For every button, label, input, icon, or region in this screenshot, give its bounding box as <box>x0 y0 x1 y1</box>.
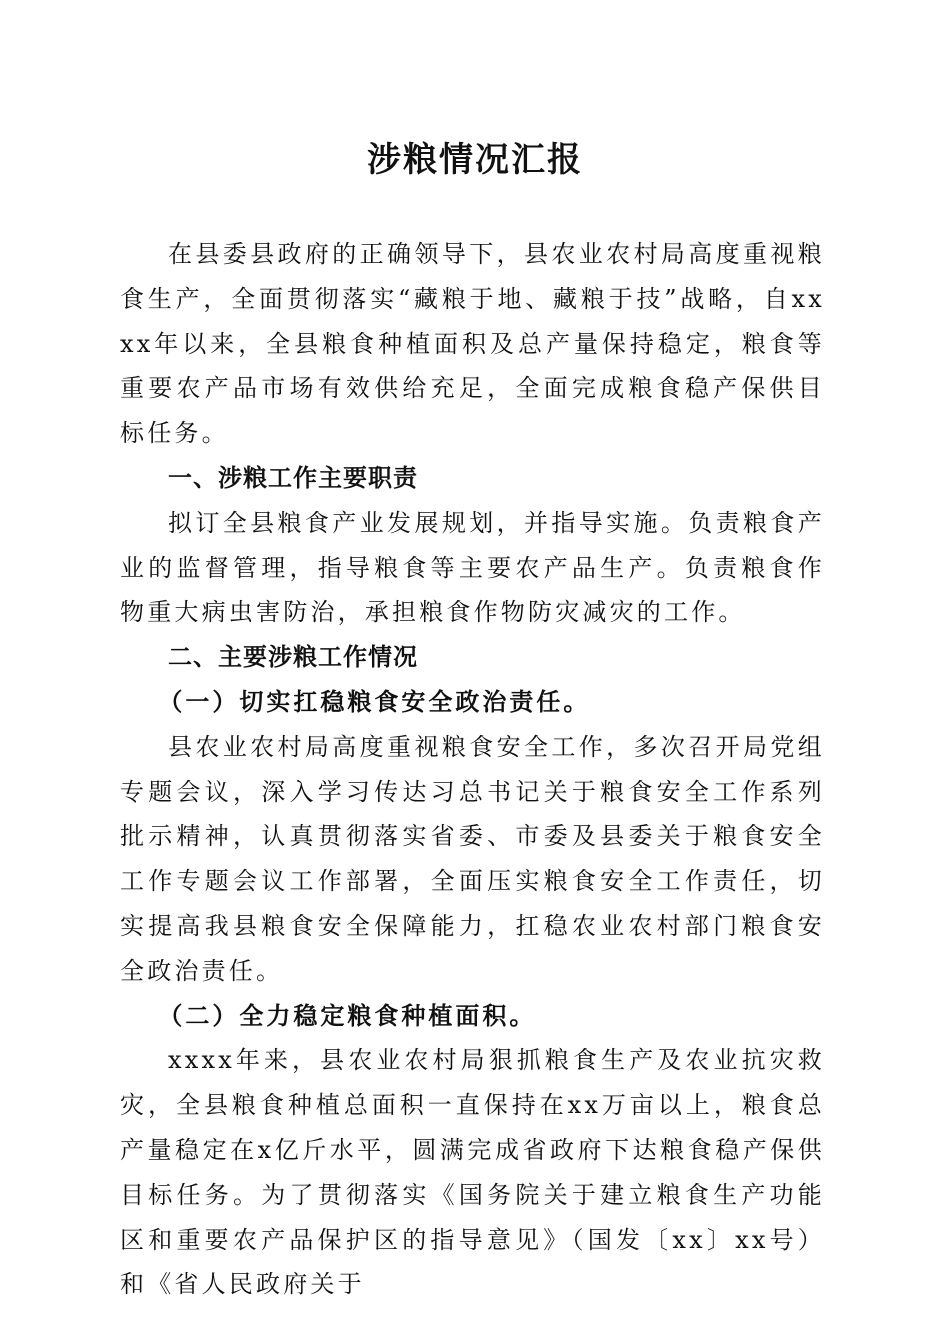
subsection-heading-responsibility: （一）切实扛稳粮食安全政治责任。 <box>158 686 591 716</box>
duties-paragraph: 拟订全县粮食产业发展规划，并指导实施。负责粮食产业的监督管理，指导粮食等主要农产品生产。负责粮食作物重大病虫害防治，承担粮食作物防灾减灾的工作。 <box>120 508 825 627</box>
section-heading-duties: 一、涉粮工作主要职责 <box>168 463 418 492</box>
subsection-heading-area: （二）全力稳定粮食种植面积。 <box>158 1000 537 1030</box>
document-body <box>120 232 825 1307</box>
area-paragraph: xxxx年来，县农业农村局狠抓粮食生产及农业抗灾救灾，全县粮食种植总面积一直保持在xx万亩以上，粮食总产量稳定在x亿斤水平，圆满完成省政府下达粮食稳产保供目标任务。为了贯彻落实《国务院关于建立粮食生产功能区和重要农产品保护区的指导意见》（国发〔xx〕xx号）和《省人民政府关于 <box>120 1046 825 1299</box>
section-heading-work: 二、主要涉粮工作情况 <box>168 643 418 672</box>
intro-paragraph: 在县委县政府的正确领导下，县农业农村局高度重视粮食生产，全面贯彻落实“藏粮于地、藏粮于技”战略，自xxxx年以来，全县粮食种植面积及总产量保持稳定，粮食等重要农产品市场有效供给充足，全面完成粮食稳产保供目标任务。 <box>120 240 825 448</box>
responsibility-paragraph: 县农业农村局高度重视粮食安全工作，多次召开局党组专题会议，深入学习传达习总书记关于粮食安全工作系列批示精神，认真贯彻落实省委、市委及县委关于粮食安全工作专题会议工作部署，全面压实粮食安全工作责任，切实提高我县粮食安全保障能力，扛稳农业农村部门粮食安全政治责任。 <box>120 732 825 985</box>
document-title: 涉粮情况汇报 <box>367 140 583 180</box>
